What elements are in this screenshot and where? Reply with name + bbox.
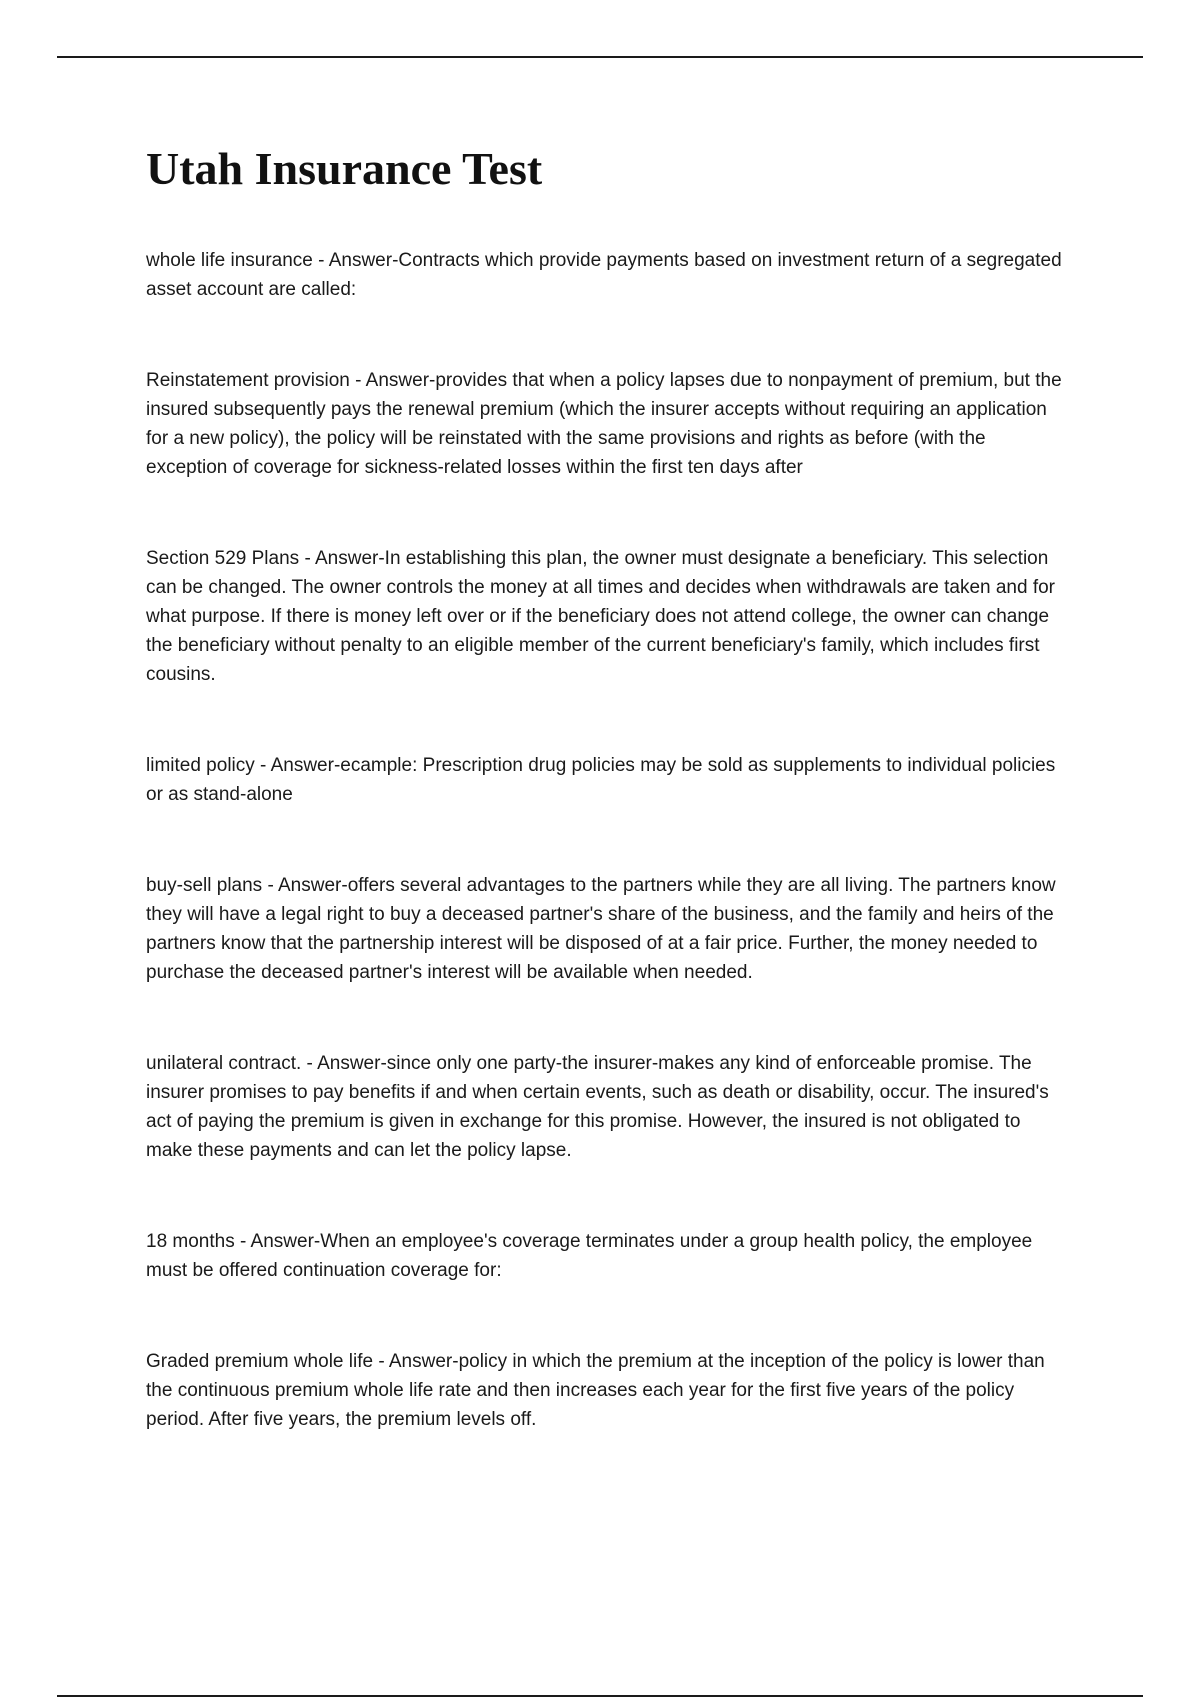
- flashcard-entry: limited policy - Answer-ecample: Prescription drug policies may be sold as supplements to individual policies or as stand-alone: [146, 755, 1056, 805]
- flashcard-entry: unilateral contract. - Answer-since only one party-the insurer-makes any kind of enforceable promise. The insurer promises to pay benefits if and when certain events, such as death or disability, occur. The insured's act of paying the premium is given in exchange for this promise. However, the insured is not obligated to make these payments and can let the policy lapse.: [146, 1053, 1049, 1161]
- flashcard-entry: Reinstatement provision - Answer-provides that when a policy lapses due to nonpayment of premium, but the insured subsequently pays the renewal premium (which the insurer accepts without requiring an application for a new policy), the policy will be reinstated with the same provisions and rights as before (with the exception of coverage for sickness-related losses within the first ten days after: [146, 370, 1062, 478]
- flashcard-entry: Graded premium whole life - Answer-policy in which the premium at the inception of the policy is lower than the continuous premium whole life rate and then increases each year for the first five years of the policy period. After five years, the premium levels off.: [146, 1351, 1045, 1430]
- document-page: [146, 140, 1066, 1496]
- flashcard-entry: Section 529 Plans - Answer-In establishing this plan, the owner must designate a beneficiary. This selection can be changed. The owner controls the money at all times and decides when withdrawals are taken and for what purpose. If there is money left over or if the beneficiary does not attend college, the owner can change the beneficiary without penalty to an eligible member of the current beneficiary's family, which includes first cousins.: [146, 548, 1056, 685]
- page-title: Utah Insurance Test: [146, 143, 543, 194]
- top-rule: [57, 56, 1143, 58]
- flashcard-entry: buy-sell plans - Answer-offers several advantages to the partners while they are all living. The partners know they will have a legal right to buy a deceased partner's share of the business, and the family and heirs of the partners know that the partnership interest will be disposed of at a fair price. Further, the money needed to purchase the deceased partner's interest will be available when needed.: [146, 875, 1056, 983]
- bottom-rule: [57, 1695, 1143, 1697]
- flashcard-entry: 18 months - Answer-When an employee's coverage terminates under a group health policy, the employee must be offered continuation coverage for:: [146, 1231, 1033, 1281]
- flashcard-entry: whole life insurance - Answer-Contracts which provide payments based on investment return of a segregated asset account are called:: [146, 250, 1062, 300]
